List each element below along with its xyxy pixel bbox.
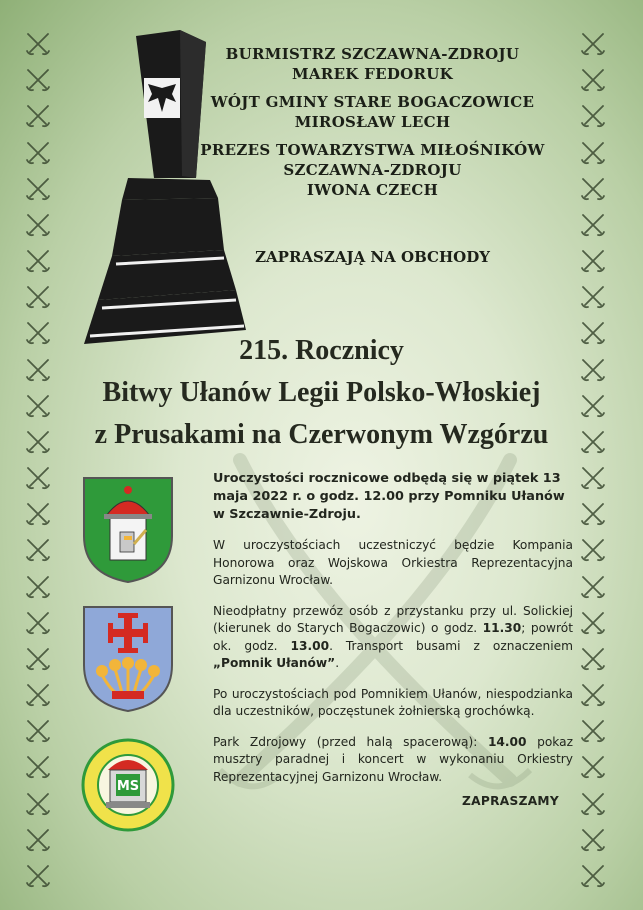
crossed-sabres-icon [24, 102, 52, 130]
closing-invite: ZAPRASZAMY [461, 794, 559, 808]
park-time: 14.00 [487, 734, 527, 749]
crossed-sabres-icon [24, 790, 52, 818]
organizer-mayor [200, 44, 545, 84]
crossed-sabres-icon [579, 247, 607, 275]
departure-time: 11.30 [482, 621, 522, 635]
crossed-sabres-icon [579, 717, 607, 745]
crossed-sabres-icon [24, 609, 52, 637]
crossed-sabres-icon [579, 609, 607, 637]
crossed-sabres-icon [24, 826, 52, 854]
crossed-sabres-icon [579, 862, 607, 890]
crossed-sabres-icon [24, 428, 52, 456]
invite-line: ZAPRASZAJĄ NA OBCHODY [255, 248, 490, 266]
organizer-name: IWONA CZECH [306, 181, 439, 199]
crossed-sabres-icon [579, 500, 607, 528]
event-title [60, 330, 583, 456]
crossed-sabres-icon [579, 536, 607, 564]
park-text: pokaz musztry paradnej i koncert w wykonaniu Orkiestry Reprezentacyjnej Garnizonu Wrocław. [213, 734, 573, 784]
crossed-sabres-icon [579, 681, 607, 709]
organizer-name: MAREK FEDORUK [291, 65, 454, 83]
society-badge-icon [80, 736, 176, 834]
organizer-title-cont: SZCZAWNA-ZDROJU [283, 161, 462, 179]
organizer-name: MIROSŁAW LECH [294, 113, 451, 131]
crossed-sabres-icon [579, 30, 607, 58]
transport-text: Nieodpłatny przewóz osób z przystanku przy ul. Solickiej (kierunek do Starych Bogaczowic) o godz. [213, 603, 573, 635]
crossed-sabres-icon [24, 319, 52, 347]
crossed-sabres-icon [24, 356, 52, 384]
crossed-sabres-icon [579, 283, 607, 311]
crossed-sabres-icon [579, 211, 607, 239]
crossed-sabres-icon [24, 862, 52, 890]
bogaczowice-coat-of-arms-icon [80, 603, 176, 715]
bus-label: „Pomnik Ułanów” [213, 656, 336, 670]
crossed-sabres-icon [24, 211, 52, 239]
crossed-sabres-icon [579, 573, 607, 601]
crossed-sabres-icon [579, 102, 607, 130]
park-paragraph [213, 734, 573, 787]
crossed-sabres-icon [24, 573, 52, 601]
crossed-sabres-icon [579, 645, 607, 673]
title-line-3: z Prusakami na Czerwonym Wzgórzu [94, 419, 549, 450]
surprise-paragraph: Po uroczystościach pod Pomnikiem Ułanów, niespodzianka dla uczestników, poczęstunek żołnierską grochówką. [213, 686, 573, 718]
park-text: Park Zdrojowy (przed halą spacerową): [213, 734, 488, 749]
crossed-sabres-icon [24, 283, 52, 311]
crossed-sabres-icon [579, 753, 607, 781]
crossed-sabres-icon [24, 175, 52, 203]
crossed-sabres-icon [24, 392, 52, 420]
crossed-sabres-icon [579, 356, 607, 384]
return-time: 13.00 [290, 638, 330, 653]
left-border [24, 30, 64, 890]
crossed-sabres-icon [579, 66, 607, 94]
lead-paragraph: Uroczystości rocznicowe odbędą się w piątek 13 maja 2022 r. o godz. 12.00 przy Pomniku Ułanów w Szczawnie-Zdroju. [213, 471, 565, 522]
organizer-wojt [200, 92, 545, 132]
crossed-sabres-icon [24, 464, 52, 492]
transport-text: . [335, 656, 340, 670]
crossed-sabres-icon [579, 139, 607, 167]
transport-paragraph [213, 603, 573, 673]
organizers-header [200, 44, 545, 208]
crossed-sabres-icon [579, 319, 607, 347]
organizer-title: BURMISTRZ SZCZAWNA-ZDROJU [225, 45, 520, 63]
crossed-sabres-icon [24, 681, 52, 709]
crossed-sabres-icon [24, 139, 52, 167]
right-border [579, 30, 619, 890]
organizer-title: PREZES TOWARZYSTWA MIŁOŚNIKÓW [200, 141, 545, 159]
title-line-2: Bitwy Ułanów Legii Polsko-Włoskiej [102, 377, 541, 408]
crossed-sabres-icon [24, 500, 52, 528]
crossed-sabres-icon [24, 753, 52, 781]
crossed-sabres-icon [579, 464, 607, 492]
badge-letters: MS [116, 779, 140, 794]
transport-text: ; powrót ok. godz. [213, 621, 573, 653]
event-details [213, 470, 573, 811]
organizer-society [200, 140, 545, 200]
crossed-sabres-icon [579, 826, 607, 854]
crossed-sabres-icon [24, 645, 52, 673]
details-paragraph-1: W uroczystościach uczestniczyć będzie Kompania Honorowa oraz Wojskowa Orkiestra Reprezentacyjna Garnizonu Wrocław. [213, 538, 573, 587]
crossed-sabres-icon [24, 536, 52, 564]
transport-text: Transport busami z oznaczeniem [345, 638, 573, 653]
crossed-sabres-icon [579, 428, 607, 456]
szczawno-coat-of-arms-icon [80, 474, 176, 586]
transport-text: . [329, 638, 333, 653]
crossed-sabres-icon [579, 392, 607, 420]
crossed-sabres-icon [24, 247, 52, 275]
crossed-sabres-icon [579, 790, 607, 818]
crossed-sabres-icon [24, 30, 52, 58]
crossed-sabres-icon [24, 66, 52, 94]
crossed-sabres-icon [579, 175, 607, 203]
organizer-title: WÓJT GMINY STARE BOGACZOWICE [210, 93, 535, 111]
title-line-1: 215. Rocznicy [239, 335, 404, 366]
crossed-sabres-icon [24, 717, 52, 745]
